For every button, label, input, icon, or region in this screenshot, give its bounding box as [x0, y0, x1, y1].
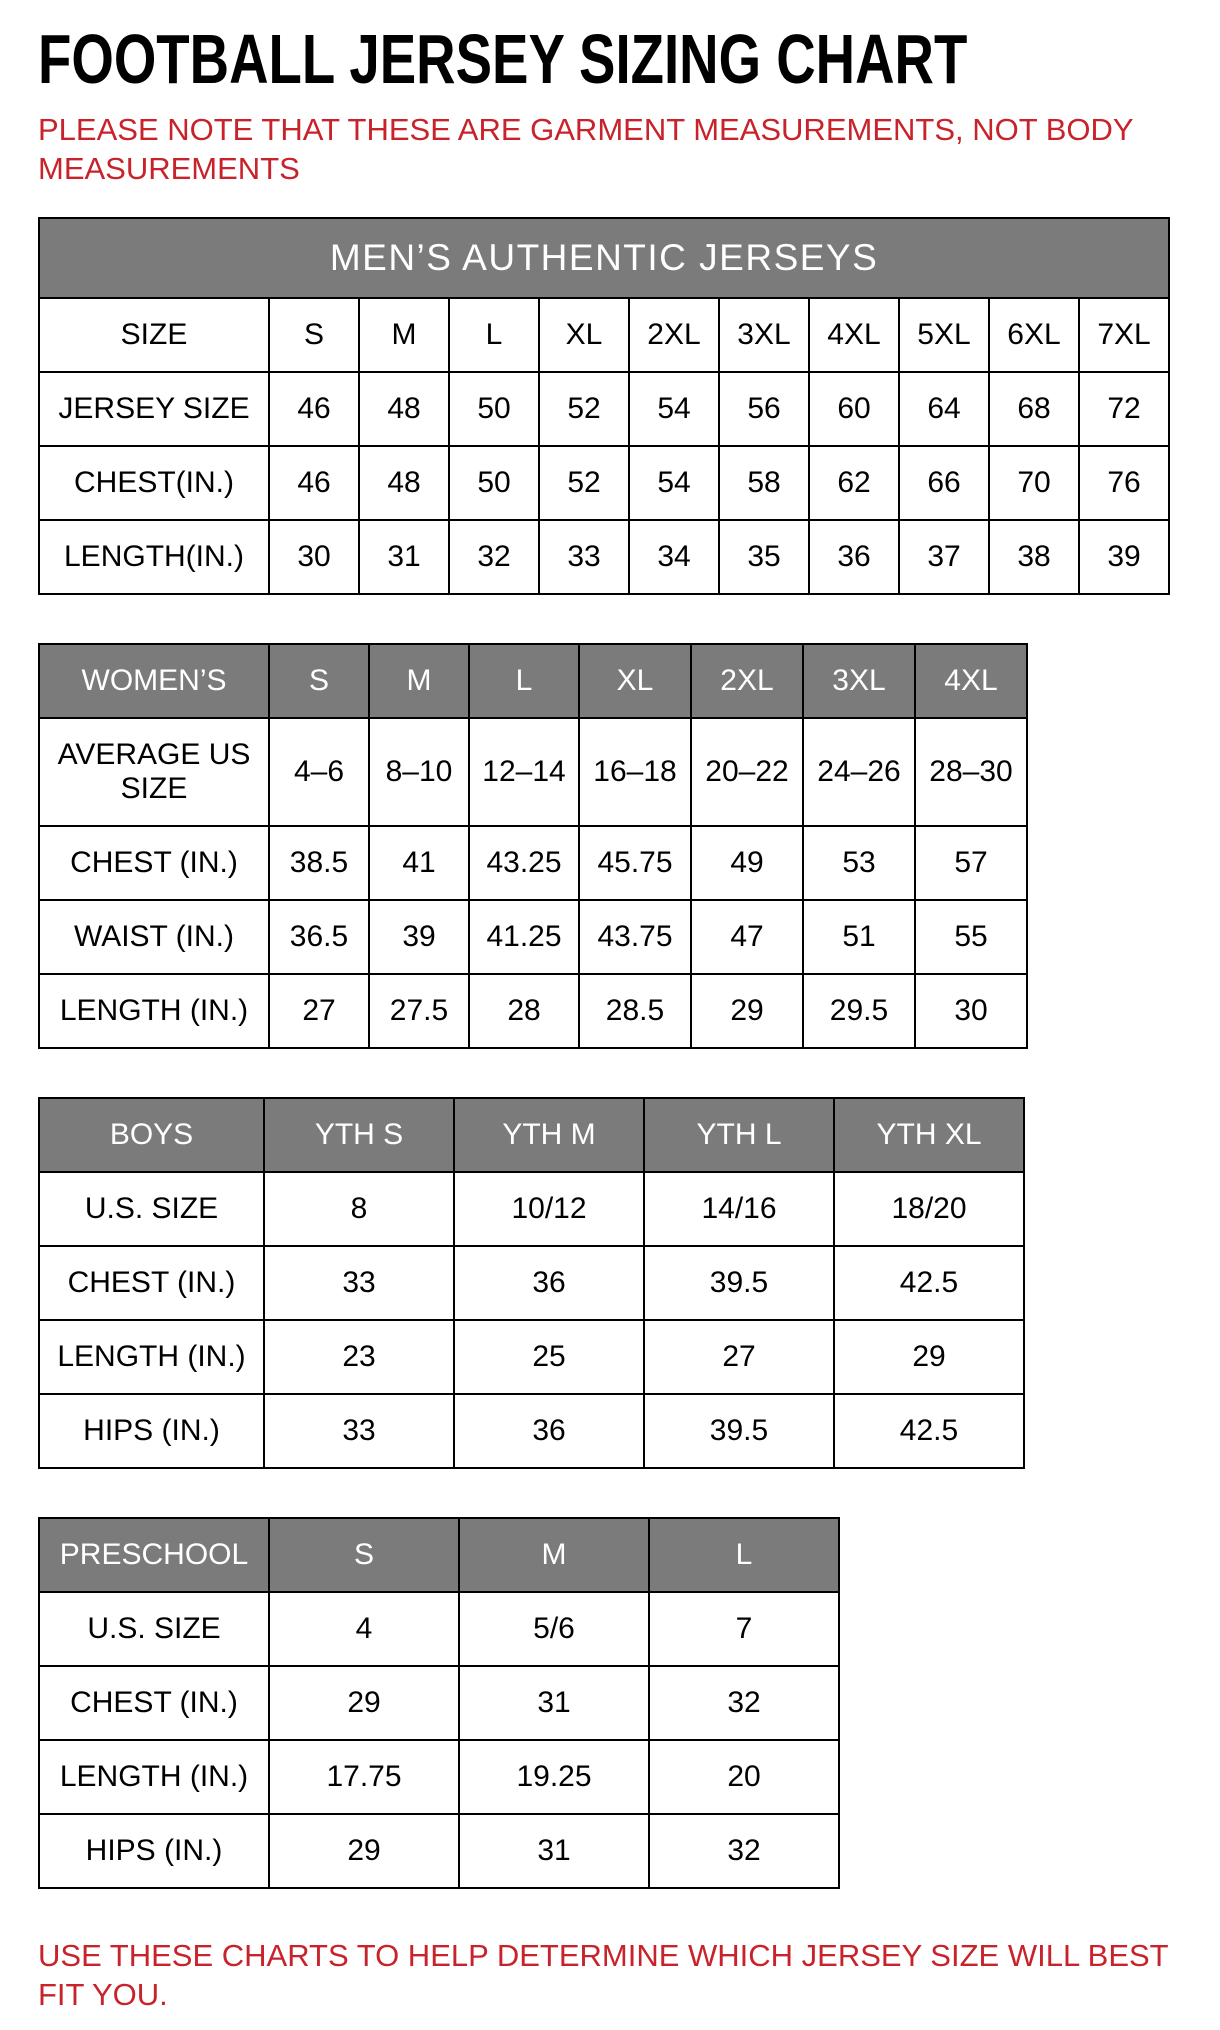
garment-measurements-note: PLEASE NOTE THAT THESE ARE GARMENT MEASUREMENTS, NOT BODY MEASUREMENTS: [38, 112, 1134, 187]
value-cell: 32: [649, 1666, 839, 1740]
column-header-cell: YTH M: [454, 1098, 644, 1172]
row-label-cell: CHEST(IN.): [39, 446, 269, 520]
row-label-cell: CHEST (IN.): [39, 826, 269, 900]
value-cell: 27.5: [369, 974, 469, 1048]
value-cell: M: [359, 298, 449, 372]
value-cell: 36.5: [269, 900, 369, 974]
value-cell: 28: [469, 974, 579, 1048]
value-cell: 50: [449, 446, 539, 520]
table-row: [39, 1814, 839, 1888]
column-header-cell: L: [469, 644, 579, 718]
value-cell: 72: [1079, 372, 1169, 446]
table-row: [39, 1394, 1024, 1468]
column-header-cell: 4XL: [915, 644, 1027, 718]
value-cell: 31: [459, 1814, 649, 1888]
value-cell: 30: [915, 974, 1027, 1048]
value-cell: 56: [719, 372, 809, 446]
value-cell: 62: [809, 446, 899, 520]
table-row: [39, 446, 1169, 520]
value-cell: 8–10: [369, 718, 469, 826]
row-label-cell: AVERAGE US SIZE: [39, 718, 269, 826]
value-cell: 46: [269, 372, 359, 446]
row-label-cell: WAIST (IN.): [39, 900, 269, 974]
value-cell: 4–6: [269, 718, 369, 826]
value-cell: 8: [264, 1172, 454, 1246]
value-cell: 12–14: [469, 718, 579, 826]
table-row: [39, 1246, 1024, 1320]
value-cell: 60: [809, 372, 899, 446]
value-cell: 17.75: [269, 1740, 459, 1814]
table-row: [39, 718, 1027, 826]
value-cell: 50: [449, 372, 539, 446]
value-cell: 28.5: [579, 974, 691, 1048]
value-cell: 29: [269, 1666, 459, 1740]
table-row: [39, 644, 1027, 718]
value-cell: 6XL: [989, 298, 1079, 372]
value-cell: 36: [454, 1394, 644, 1468]
value-cell: 48: [359, 372, 449, 446]
value-cell: 3XL: [719, 298, 809, 372]
value-cell: 33: [264, 1246, 454, 1320]
value-cell: 54: [629, 446, 719, 520]
value-cell: 4: [269, 1592, 459, 1666]
value-cell: 51: [803, 900, 915, 974]
value-cell: 18/20: [834, 1172, 1024, 1246]
column-header-cell: YTH L: [644, 1098, 834, 1172]
value-cell: 24–26: [803, 718, 915, 826]
table-row: [39, 1172, 1024, 1246]
value-cell: 19.25: [459, 1740, 649, 1814]
table-row: [39, 520, 1169, 594]
value-cell: 43.25: [469, 826, 579, 900]
value-cell: 29: [269, 1814, 459, 1888]
value-cell: 42.5: [834, 1246, 1024, 1320]
table-row: [39, 1740, 839, 1814]
value-cell: 70: [989, 446, 1079, 520]
row-label-cell: CHEST (IN.): [39, 1246, 264, 1320]
preschool-table: [38, 1517, 840, 1889]
mens-authentic-jerseys-table: [38, 217, 1170, 595]
column-header-cell: M: [369, 644, 469, 718]
value-cell: 38: [989, 520, 1079, 594]
table-row: [39, 298, 1169, 372]
value-cell: 39.5: [644, 1394, 834, 1468]
table-row: [39, 372, 1169, 446]
value-cell: 39: [1079, 520, 1169, 594]
value-cell: S: [269, 298, 359, 372]
value-cell: 4XL: [809, 298, 899, 372]
table-title-cell: BOYS: [39, 1098, 264, 1172]
value-cell: 25: [454, 1320, 644, 1394]
value-cell: 31: [359, 520, 449, 594]
row-label-cell: CHEST (IN.): [39, 1666, 269, 1740]
table-row: [39, 1098, 1024, 1172]
value-cell: 49: [691, 826, 803, 900]
value-cell: 66: [899, 446, 989, 520]
tables-container: [38, 217, 1180, 1889]
value-cell: 39: [369, 900, 469, 974]
value-cell: 52: [539, 372, 629, 446]
column-header-cell: YTH S: [264, 1098, 454, 1172]
column-header-cell: L: [649, 1518, 839, 1592]
value-cell: 42.5: [834, 1394, 1024, 1468]
value-cell: 41: [369, 826, 469, 900]
value-cell: 57: [915, 826, 1027, 900]
value-cell: 20–22: [691, 718, 803, 826]
column-header-cell: YTH XL: [834, 1098, 1024, 1172]
value-cell: 27: [269, 974, 369, 1048]
column-header-cell: S: [269, 644, 369, 718]
value-cell: 29: [691, 974, 803, 1048]
value-cell: 53: [803, 826, 915, 900]
column-header-cell: 3XL: [803, 644, 915, 718]
value-cell: 46: [269, 446, 359, 520]
row-label-cell: U.S. SIZE: [39, 1592, 269, 1666]
value-cell: 34: [629, 520, 719, 594]
value-cell: 76: [1079, 446, 1169, 520]
value-cell: 20: [649, 1740, 839, 1814]
table-banner-row: [39, 218, 1169, 298]
value-cell: 37: [899, 520, 989, 594]
table-row: [39, 900, 1027, 974]
row-label-cell: HIPS (IN.): [39, 1814, 269, 1888]
table-row: [39, 1320, 1024, 1394]
table-title-cell: WOMEN’S: [39, 644, 269, 718]
value-cell: 36: [454, 1246, 644, 1320]
table-title-cell: PRESCHOOL: [39, 1518, 269, 1592]
womens-table: [38, 643, 1028, 1049]
value-cell: 30: [269, 520, 359, 594]
row-label-cell: LENGTH (IN.): [39, 1320, 264, 1394]
value-cell: 68: [989, 372, 1079, 446]
value-cell: 35: [719, 520, 809, 594]
value-cell: 52: [539, 446, 629, 520]
table-row: [39, 1518, 839, 1592]
value-cell: 54: [629, 372, 719, 446]
column-header-cell: XL: [579, 644, 691, 718]
value-cell: 27: [644, 1320, 834, 1394]
value-cell: 39.5: [644, 1246, 834, 1320]
value-cell: 10/12: [454, 1172, 644, 1246]
table-row: [39, 1666, 839, 1740]
value-cell: 47: [691, 900, 803, 974]
value-cell: 43.75: [579, 900, 691, 974]
value-cell: 41.25: [469, 900, 579, 974]
value-cell: 7XL: [1079, 298, 1169, 372]
table-row: [39, 1592, 839, 1666]
value-cell: 5/6: [459, 1592, 649, 1666]
value-cell: 29.5: [803, 974, 915, 1048]
column-header-cell: M: [459, 1518, 649, 1592]
value-cell: 36: [809, 520, 899, 594]
row-label-cell: SIZE: [39, 298, 269, 372]
value-cell: 14/16: [644, 1172, 834, 1246]
column-header-cell: 2XL: [691, 644, 803, 718]
value-cell: 28–30: [915, 718, 1027, 826]
value-cell: 32: [449, 520, 539, 594]
row-label-cell: U.S. SIZE: [39, 1172, 264, 1246]
value-cell: 64: [899, 372, 989, 446]
value-cell: 2XL: [629, 298, 719, 372]
value-cell: 48: [359, 446, 449, 520]
value-cell: XL: [539, 298, 629, 372]
value-cell: 16–18: [579, 718, 691, 826]
value-cell: 32: [649, 1814, 839, 1888]
table-row: [39, 826, 1027, 900]
value-cell: 29: [834, 1320, 1024, 1394]
value-cell: 45.75: [579, 826, 691, 900]
boys-table: [38, 1097, 1025, 1469]
row-label-cell: HIPS (IN.): [39, 1394, 264, 1468]
value-cell: 55: [915, 900, 1027, 974]
value-cell: 33: [539, 520, 629, 594]
value-cell: 5XL: [899, 298, 989, 372]
value-cell: 7: [649, 1592, 839, 1666]
page-title: FOOTBALL JERSEY SIZING CHART: [38, 20, 968, 98]
row-label-cell: LENGTH(IN.): [39, 520, 269, 594]
row-label-cell: JERSEY SIZE: [39, 372, 269, 446]
value-cell: 33: [264, 1394, 454, 1468]
value-cell: 31: [459, 1666, 649, 1740]
value-cell: L: [449, 298, 539, 372]
table-row: [39, 974, 1027, 1048]
value-cell: 38.5: [269, 826, 369, 900]
best-fit-note: USE THESE CHARTS TO HELP DETERMINE WHICH JERSEY SIZE WILL BEST FIT YOU.: [38, 1937, 1169, 2012]
row-label-cell: LENGTH (IN.): [39, 974, 269, 1048]
row-label-cell: LENGTH (IN.): [39, 1740, 269, 1814]
value-cell: 23: [264, 1320, 454, 1394]
value-cell: 58: [719, 446, 809, 520]
column-header-cell: S: [269, 1518, 459, 1592]
mens-authentic-jerseys-table-banner: MEN’S AUTHENTIC JERSEYS: [39, 218, 1169, 298]
